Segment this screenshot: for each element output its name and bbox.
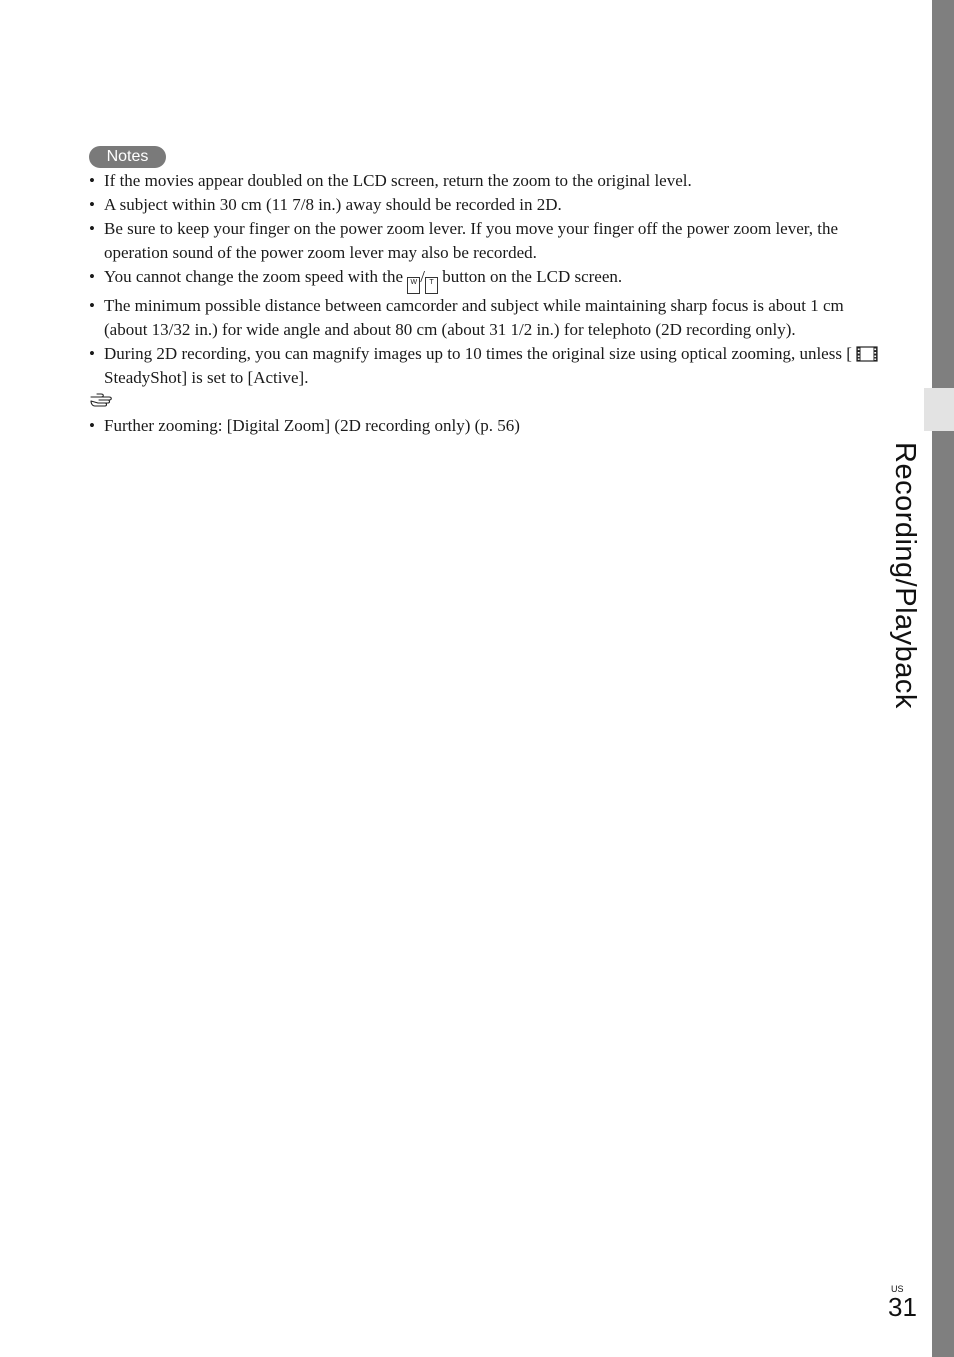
list-item	[89, 342, 889, 390]
pointing-hand-icon	[89, 389, 115, 407]
note-text: Be sure to keep your finger on the power zoom lever. If you move your finger off the power zoom lever, the operation sound of the power zoom lever may also be recorded.	[104, 219, 839, 262]
note-text: The minimum possible distance between camcorder and subject while maintaining sharp focus is about 1 cm (about 13/32 in.) for wide angle and about 80 cm (about 31 1/2 in.) for telephoto (2D recording only).	[104, 296, 844, 339]
zoom-wide-icon: W	[407, 277, 420, 294]
list-item	[89, 169, 889, 193]
bullet: •	[89, 195, 95, 214]
list-item	[89, 265, 889, 294]
note-text: If the movies appear doubled on the LCD screen, return the zoom to the original level.	[104, 171, 692, 190]
film-steadyshot-icon	[856, 346, 878, 362]
tip-text: Further zooming: [Digital Zoom] (2D recording only) (p. 56)	[104, 416, 520, 435]
bullet: •	[89, 267, 95, 286]
bullet: •	[89, 219, 95, 238]
note-text: During 2D recording, you can magnify images up to 10 times the original size using optical zooming, unless [	[104, 344, 857, 363]
tips-list	[89, 414, 889, 438]
side-section-bar	[932, 0, 954, 1357]
side-section-label: Recording/Playback	[889, 442, 921, 709]
note-text: A subject within 30 cm (11 7/8 in.) away should be recorded in 2D.	[104, 195, 562, 214]
bullet: •	[89, 344, 95, 363]
bullet: •	[89, 416, 95, 435]
list-item	[89, 414, 889, 438]
icon-separator: /	[420, 267, 425, 286]
page-region-code: US	[891, 1284, 904, 1294]
page-number: 31	[888, 1292, 917, 1322]
note-text: SteadyShot] is set to [Active].	[104, 368, 309, 387]
list-item	[89, 193, 889, 217]
notes-badge: Notes	[89, 146, 166, 168]
note-text: button on the LCD screen.	[438, 267, 623, 286]
bullet: •	[89, 171, 95, 190]
note-text: You cannot change the zoom speed with the	[104, 267, 408, 286]
side-section-tab	[924, 388, 954, 431]
zoom-tele-icon: T	[425, 277, 438, 294]
list-item	[89, 217, 889, 265]
list-item	[89, 294, 889, 342]
notes-list	[89, 169, 889, 390]
bullet: •	[89, 296, 95, 315]
